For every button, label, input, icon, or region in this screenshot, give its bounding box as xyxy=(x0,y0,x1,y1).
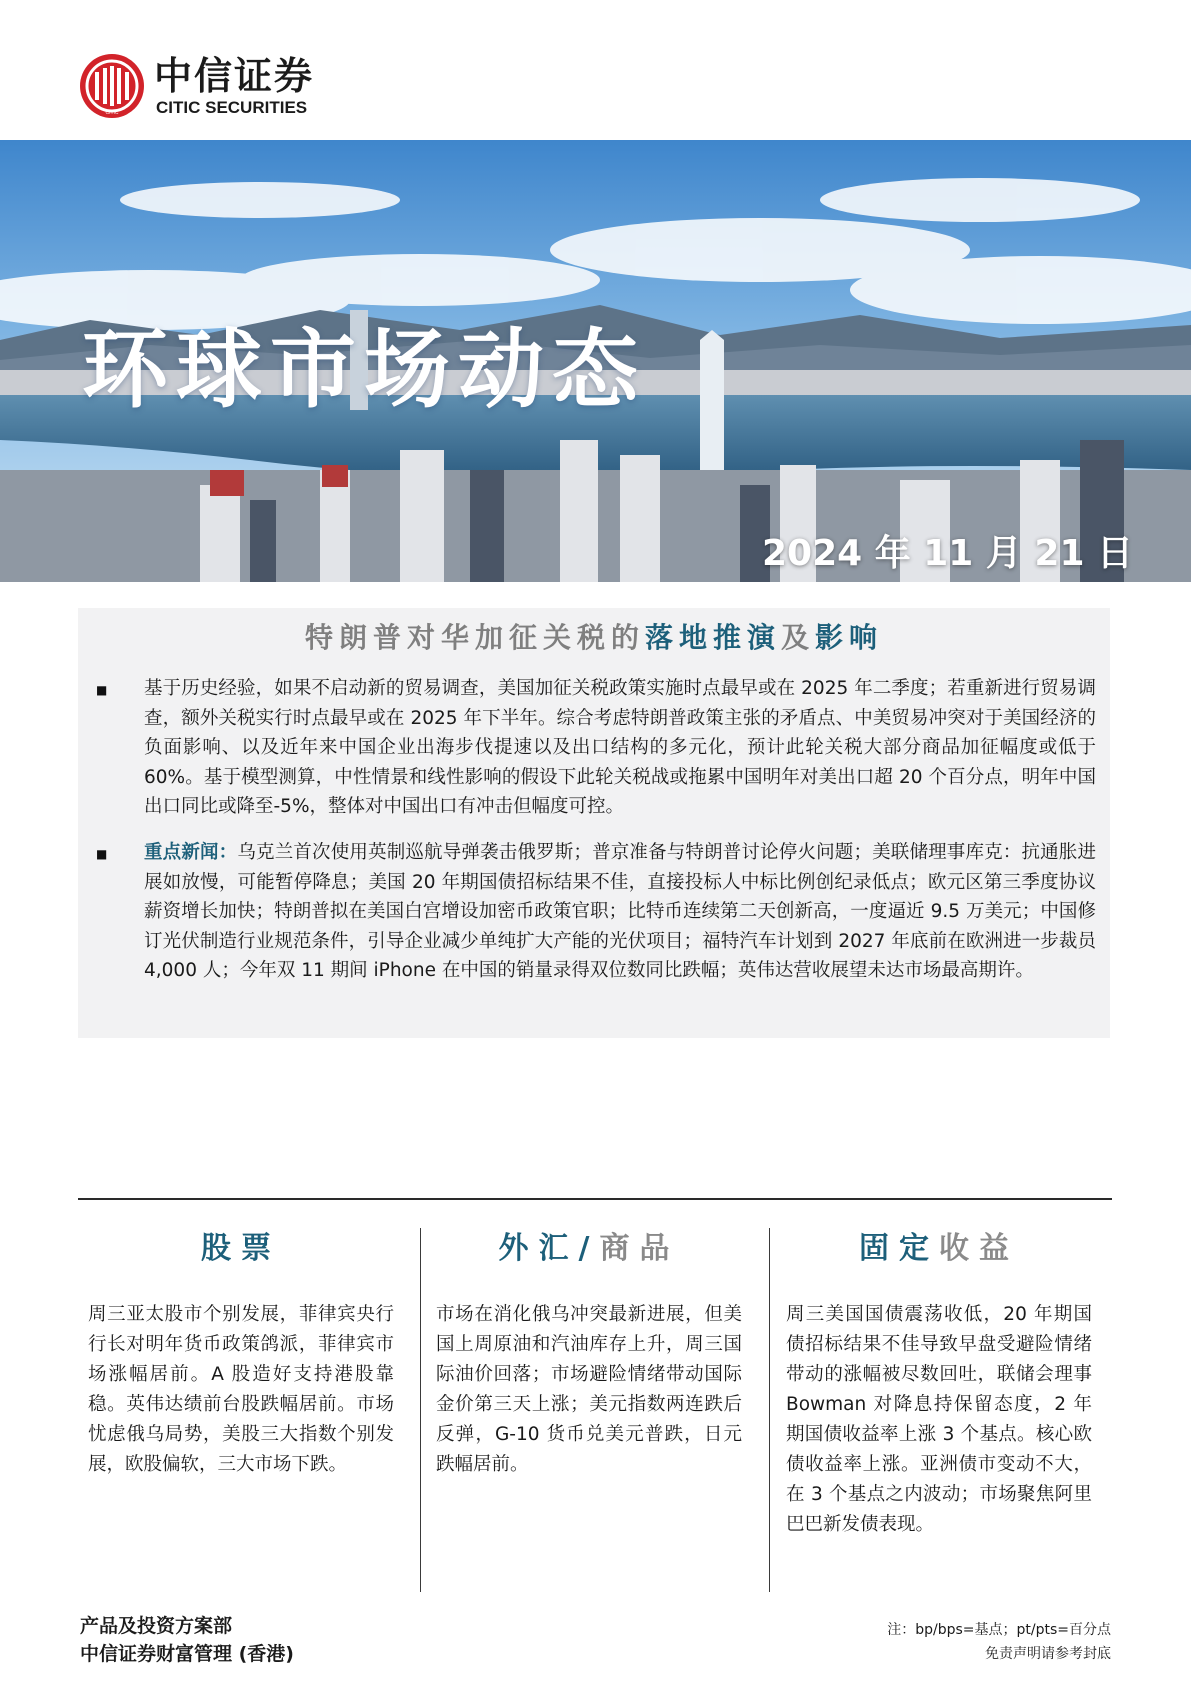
summary-heading-part1: 特朗普对华加征关税的 xyxy=(304,621,645,654)
footer-notes xyxy=(887,1618,1111,1666)
fx-heading xyxy=(436,1228,742,1270)
fixed-income-heading-part1: 固定 xyxy=(859,1231,939,1266)
citic-logo xyxy=(78,52,378,122)
summary-heading xyxy=(78,618,1110,658)
summary-heading-part2: 落地推演 xyxy=(644,621,781,654)
footer-publisher xyxy=(80,1612,294,1668)
city-banner xyxy=(0,140,1191,582)
summary-heading-part3: 及 xyxy=(781,621,816,654)
footer-disclaimer-link: 免责声明请参考封底 xyxy=(985,1646,1111,1662)
footer-company: 中信证券财富管理 (香港) xyxy=(80,1643,294,1665)
report-title: 环球市场动态 xyxy=(82,320,646,420)
fixed-income-heading xyxy=(786,1228,1092,1270)
logo-chinese-name: 中信证券 xyxy=(154,54,315,98)
summary-bullet-tariff xyxy=(96,674,1098,824)
citic-logo-icon xyxy=(78,52,146,120)
logo-english-name: CITIC SECURITIES xyxy=(156,98,308,117)
fx-heading-slash: / xyxy=(578,1231,600,1266)
logo-mark-text: CITIC xyxy=(105,110,119,116)
footer-unit-note: 注：bp/bps=基点；pt/pts=百分点 xyxy=(887,1622,1111,1638)
bullet-square-icon: ■ xyxy=(96,683,108,697)
summary-heading-part4: 影响 xyxy=(815,621,884,654)
stocks-heading-text: 股票 xyxy=(201,1231,281,1266)
bullet-square-icon: ■ xyxy=(96,847,108,861)
summary-bullet-news xyxy=(96,838,1098,1023)
fx-commodities-column xyxy=(436,1228,742,1480)
report-date: 2024 年 11 月 21 日 xyxy=(762,533,1134,574)
footer-department: 产品及投资方案部 xyxy=(80,1615,233,1637)
bullet-tariff-text: 基于历史经验，如果不启动新的贸易调查，美国加征关税政策实施时点最早或在 2025 年二季度；若重新进行贸易调查，额外关税实行时点最早或在 2025 年下半年。综合考虑特朗普政策主张的矛盾点、中美贸易冲突对于美国经济的负面影响、以及近年来中国企业出海步伐提速以及出口结构的多元化，预计此轮关税大部分商品加征幅度或低于 60%。基于模型测算，中性情景和线性影响的假设下此轮关税战或拖累中国明年对美出口超 20 个百分点，明年中国出口同比或降至-5%，整体对中国出口有冲击但幅度可控。 xyxy=(144,678,1096,817)
stocks-body: 周三亚太股市个别发展，菲律宾央行行长对明年货币政策鸽派，菲律宾市场涨幅居前。A 股造好支持港股靠稳。英伟达绩前台股跌幅居前。市场忧虑俄乌局势，美股三大指数个别发展，欧股偏软，三大市场下跌。 xyxy=(88,1304,394,1475)
summary-box xyxy=(78,608,1110,1038)
stocks-column xyxy=(88,1228,394,1480)
fx-heading-part1: 外汇 xyxy=(498,1231,579,1266)
section-divider xyxy=(78,1198,1112,1200)
fixed-income-heading-part2: 收益 xyxy=(939,1231,1019,1266)
column-separator-2 xyxy=(769,1228,770,1592)
fx-heading-part3: 商品 xyxy=(599,1231,680,1266)
fx-body: 市场在消化俄乌冲突最新进展，但美国上周原油和汽油库存上升，周三国际油价回落；市场避险情绪带动国际金价第三天上涨；美元指数两连跌后反弹，G-10 货币兑美元普跌，日元跌幅居前。 xyxy=(436,1304,742,1475)
column-separator-1 xyxy=(420,1228,421,1592)
bullet-news-text xyxy=(144,838,1096,986)
fixed-income-body: 周三美国国债震荡收低，20 年期国债招标结果不佳导致早盘受避险情绪带动的涨幅被尽数回吐，联储会理事 Bowman 对降息持保留态度，2 年期国债收益率上涨 3 个基点。核心欧债收益率上涨。亚洲债市变动不大，在 3 个基点之内波动；市场聚焦阿里巴巴新发债表现。 xyxy=(786,1304,1092,1535)
stocks-heading xyxy=(88,1228,394,1270)
news-body: 乌克兰首次使用英制巡航导弹袭击俄罗斯；普京准备与特朗普讨论停火问题；美联储理事库克：抗通胀进展如放慢，可能暂停降息；美国 20 年期国债招标结果不佳，直接投标人中标比例创纪录低点；欧元区第三季度协议薪资增长加快；特朗普拟在美国白宫增设加密币政策官职；比特币连续第二天创新高，一度逼近 9.5 万美元；中国修订光伏制造行业规范条件，引导企业减少单纯扩大产能的光伏项目；福特汽车计划到 2027 年底前在欧洲进一步裁员 4,000 人；今年双 11 期间 iPhone 在中国的销量录得双位数同比跌幅；英伟达营收展望未达市场最高期许。 xyxy=(144,842,1096,981)
news-label: 重点新闻： xyxy=(144,842,238,863)
fixed-income-column xyxy=(786,1228,1092,1540)
